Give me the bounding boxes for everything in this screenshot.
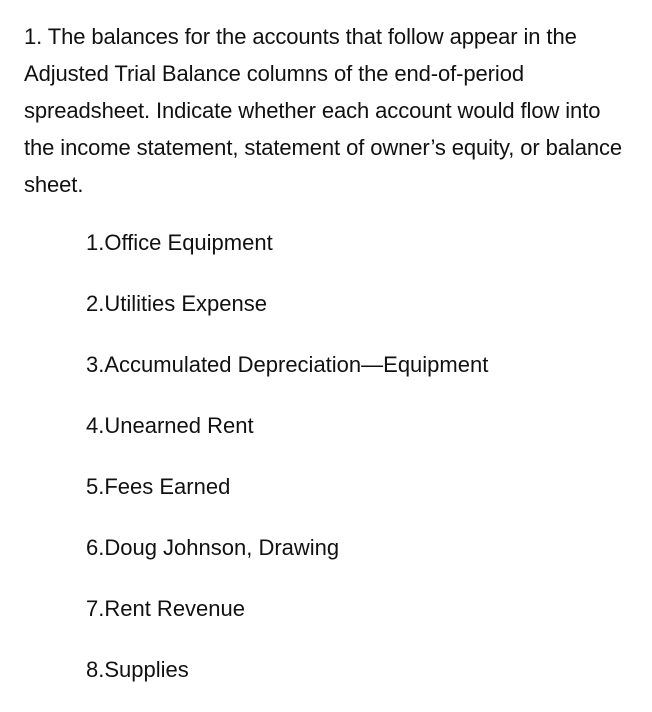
account-item-unearned-rent: 4.Unearned Rent (86, 413, 254, 438)
account-item-fees-earned: 5.Fees Earned (86, 474, 231, 499)
account-item-office-equipment: 1.Office Equipment (86, 230, 273, 255)
account-item-rent-revenue: 7.Rent Revenue (86, 596, 245, 621)
account-item-drawing: 6.Doug Johnson, Drawing (86, 535, 340, 560)
account-list (86, 224, 488, 712)
question-text: 1. The balances for the accounts that follow appear in the Adjusted Trial Balance columns of the end-of-period spreadsheet. Indicate whether each account would flow into the income statement, statement of owner’s equity, or balance sheet. (24, 24, 623, 197)
account-item-utilities-expense: 2.Utilities Expense (86, 291, 267, 316)
account-item-supplies: 8.Supplies (86, 657, 189, 682)
account-item-accumulated-depreciation: 3.Accumulated Depreciation—Equipment (86, 352, 489, 377)
